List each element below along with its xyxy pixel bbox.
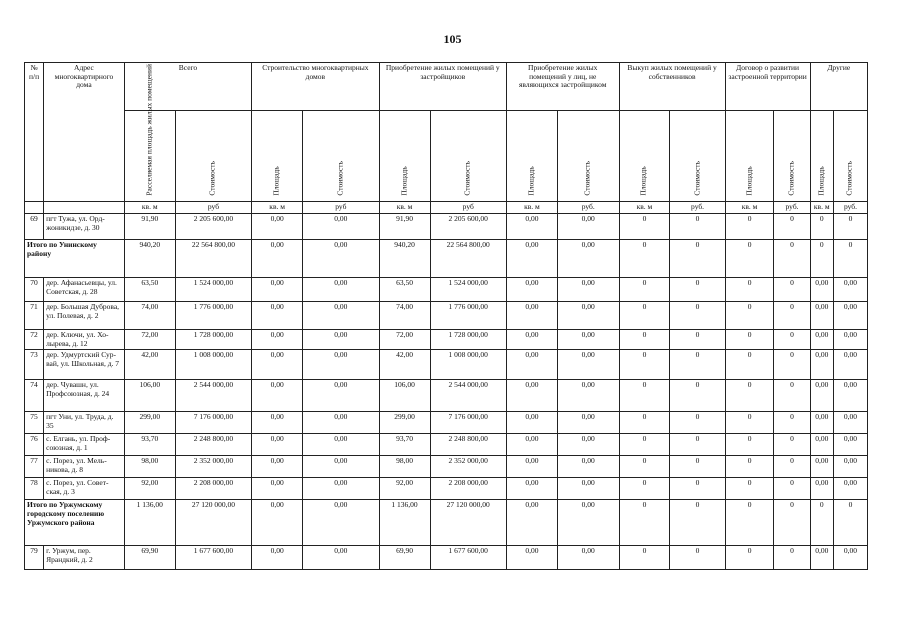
value-cell: 0,00 [506,380,557,412]
value-cell: 0,00 [810,302,833,330]
value-cell: 0 [774,434,810,456]
unit-cell: кв. м [810,202,833,214]
value-cell: 0 [774,478,810,500]
value-cell: 0 [670,350,725,380]
subheader: Площадь [816,166,826,196]
value-cell: 0 [670,456,725,478]
value-cell: 1 008 000,00 [430,350,506,380]
value-cell: 0,00 [252,278,303,302]
value-cell: 0,00 [303,412,379,434]
value-cell: 0,00 [252,330,303,350]
value-cell: 0 [670,434,725,456]
value-cell: 0,00 [833,302,867,330]
value-cell: 0 [619,278,670,302]
value-cell: 0 [774,456,810,478]
value-cell: 0,00 [252,380,303,412]
value-cell: 0 [670,478,725,500]
value-cell: 0 [725,330,774,350]
value-cell: 0 [619,546,670,570]
address-cell: с. Порез, ул. Мель-никова, д. 8 [44,456,125,478]
value-cell: 69,90 [124,546,175,570]
header-group-development-contract: Договор о развитии застроенной территории [725,63,810,111]
value-cell: 0,00 [252,500,303,546]
value-cell: 0 [670,240,725,278]
value-cell: 0,00 [810,330,833,350]
value-cell: 22 564 800,00 [430,240,506,278]
value-cell: 0,00 [810,380,833,412]
value-cell: 7 176 000,00 [175,412,251,434]
units-row [25,202,868,214]
value-cell: 0 [670,330,725,350]
value-cell: 2 248 800,00 [430,434,506,456]
row-number: 71 [25,302,44,330]
value-cell: 0,00 [506,412,557,434]
value-cell: 0,00 [557,214,619,240]
subheader: Стоимость [845,161,855,196]
value-cell: 0 [774,240,810,278]
value-cell: 0,00 [303,240,379,278]
value-cell: 0 [670,546,725,570]
value-cell: 0 [774,380,810,412]
value-cell: 0,00 [303,350,379,380]
value-cell: 27 120 000,00 [175,500,251,546]
value-cell: 0 [619,380,670,412]
value-cell: 98,00 [124,456,175,478]
address-cell: дер. Чувашн, ул. Профсоюзная, д. 24 [44,380,125,412]
value-cell: 63,50 [379,278,430,302]
value-cell: 0 [725,500,774,546]
row-number: 76 [25,434,44,456]
unit-cell: кв. м [725,202,774,214]
address-cell: с. Порез, ул. Совет-ская, д. 3 [44,478,125,500]
subheader: Стоимость [582,161,592,196]
table-row [25,434,868,456]
value-cell: 0,00 [810,478,833,500]
total-label: Итого по Унинскому району [25,240,125,278]
value-cell: 2 208 000,00 [430,478,506,500]
table-row [25,350,868,380]
value-cell: 2 352 000,00 [430,456,506,478]
value-cell: 0,00 [557,278,619,302]
value-cell: 0,00 [557,478,619,500]
value-cell: 0 [810,240,833,278]
value-cell: 0,00 [303,456,379,478]
value-cell: 0,00 [252,434,303,456]
table-row [25,546,868,570]
value-cell: 0 [619,500,670,546]
unit-cell: кв. м [619,202,670,214]
value-cell: 0,00 [833,380,867,412]
value-cell: 0,00 [252,214,303,240]
value-cell: 0,00 [506,350,557,380]
value-cell: 0,00 [252,412,303,434]
value-cell: 0 [810,500,833,546]
value-cell: 0 [670,302,725,330]
value-cell: 1 677 600,00 [430,546,506,570]
value-cell: 2 544 000,00 [430,380,506,412]
value-cell: 0,00 [833,478,867,500]
unit-cell: руб. [833,202,867,214]
value-cell: 1 728 000,00 [175,330,251,350]
value-cell: 0 [833,240,867,278]
value-cell: 0 [725,456,774,478]
value-cell: 0,00 [810,412,833,434]
value-cell: 0,00 [557,350,619,380]
value-cell: 0,00 [303,214,379,240]
value-cell: 1 524 000,00 [430,278,506,302]
value-cell: 2 352 000,00 [175,456,251,478]
subheader: Расселяемая площадь жилых помещений [144,64,154,196]
value-cell: 27 120 000,00 [430,500,506,546]
value-cell: 0,00 [833,456,867,478]
value-cell: 0 [619,302,670,330]
value-cell: 1 728 000,00 [430,330,506,350]
value-cell: 0,00 [557,412,619,434]
value-cell: 0,00 [506,302,557,330]
subheader: Стоимость [462,161,472,196]
value-cell: 0,00 [303,434,379,456]
value-cell: 2 248 800,00 [175,434,251,456]
unit-cell: руб. [774,202,810,214]
value-cell: 2 208 000,00 [175,478,251,500]
row-number: 72 [25,330,44,350]
value-cell: 0,00 [833,412,867,434]
value-cell: 0 [774,350,810,380]
subheader: Стоимость [692,161,702,196]
subheader: Площадь [526,166,536,196]
value-cell: 0 [833,500,867,546]
value-cell: 0 [725,240,774,278]
value-cell: 0,00 [506,500,557,546]
value-cell: 0,00 [303,302,379,330]
subheader: Площадь [271,166,281,196]
value-cell: 0,00 [810,350,833,380]
address-cell: дер. Ключи, ул. Хо-лырева, д. 12 [44,330,125,350]
value-cell: 0,00 [833,278,867,302]
value-cell: 74,00 [124,302,175,330]
value-cell: 0 [725,380,774,412]
value-cell: 42,00 [379,350,430,380]
value-cell: 1 776 000,00 [175,302,251,330]
value-cell: 7 176 000,00 [430,412,506,434]
table-total-row [25,500,868,546]
value-cell: 0 [774,214,810,240]
address-cell: пгт Тужа, ул. Орд-жоникидзе, д. 30 [44,214,125,240]
header-group-nondeveloper-purchase: Приобретение жилых помещений у лиц, не являющихся застройщиком [506,63,619,111]
table-row [25,456,868,478]
value-cell: 0 [833,214,867,240]
page-number: 105 [443,32,462,46]
table-row [25,478,868,500]
header-group-total: Всего [124,63,251,111]
value-cell: 0 [670,278,725,302]
value-cell: 0 [774,500,810,546]
value-cell: 0 [725,478,774,500]
total-label: Итого по Уржумскому городскому поселению Уржумского района [25,500,125,546]
value-cell: 299,00 [124,412,175,434]
row-number: 69 [25,214,44,240]
row-number: 74 [25,380,44,412]
header-group-buyout: Выкуп жилых помещений у собственников [619,63,725,111]
value-cell: 0,00 [810,434,833,456]
table-row [25,214,868,240]
value-cell: 0 [619,412,670,434]
address-cell: дер. Большая Дуброва, ул. Полевая, д. 2 [44,302,125,330]
value-cell: 0,00 [833,546,867,570]
table-row [25,380,868,412]
value-cell: 22 564 800,00 [175,240,251,278]
value-cell: 0,00 [810,546,833,570]
value-cell: 299,00 [379,412,430,434]
value-cell: 0,00 [303,330,379,350]
table-row [25,330,868,350]
value-cell: 0,00 [506,278,557,302]
value-cell: 69,90 [379,546,430,570]
value-cell: 0,00 [557,330,619,350]
subheader: Стоимость [208,161,218,196]
value-cell: 0 [619,478,670,500]
value-cell: 0,00 [506,434,557,456]
value-cell: 91,90 [124,214,175,240]
row-number: 75 [25,412,44,434]
unit-cell: руб [430,202,506,214]
value-cell: 0,00 [810,456,833,478]
value-cell: 0,00 [252,240,303,278]
value-cell: 0,00 [303,380,379,412]
value-cell: 2 544 000,00 [175,380,251,412]
value-cell: 0 [774,412,810,434]
row-number: 70 [25,278,44,302]
header-address: Адрес многоквартирного дома [44,63,125,202]
value-cell: 0 [725,434,774,456]
value-cell: 1 008 000,00 [175,350,251,380]
value-cell: 0,00 [303,546,379,570]
value-cell: 106,00 [379,380,430,412]
value-cell: 74,00 [379,302,430,330]
value-cell: 0 [670,500,725,546]
value-cell: 0,00 [506,330,557,350]
value-cell: 0,00 [557,302,619,330]
value-cell: 0,00 [557,434,619,456]
value-cell: 1 136,00 [124,500,175,546]
value-cell: 63,50 [124,278,175,302]
table-row [25,302,868,330]
subheader: Стоимость [335,161,345,196]
value-cell: 0,00 [506,478,557,500]
row-number: 78 [25,478,44,500]
value-cell: 0,00 [252,478,303,500]
unit-cell: руб [175,202,251,214]
value-cell: 93,70 [124,434,175,456]
value-cell: 92,00 [379,478,430,500]
value-cell: 92,00 [124,478,175,500]
value-cell: 0 [670,214,725,240]
unit-cell: кв. м [379,202,430,214]
value-cell: 0 [619,214,670,240]
value-cell: 940,20 [379,240,430,278]
value-cell: 72,00 [379,330,430,350]
value-cell: 0,00 [252,302,303,330]
unit-cell: кв. м [252,202,303,214]
value-cell: 0,00 [557,240,619,278]
table-row [25,412,868,434]
value-cell: 72,00 [124,330,175,350]
value-cell: 0 [670,380,725,412]
value-cell: 1 677 600,00 [175,546,251,570]
value-cell: 106,00 [124,380,175,412]
value-cell: 0,00 [506,214,557,240]
value-cell: 0,00 [557,546,619,570]
value-cell: 0 [725,302,774,330]
value-cell: 0 [619,434,670,456]
value-cell: 0 [725,350,774,380]
value-cell: 0 [725,278,774,302]
value-cell: 1 776 000,00 [430,302,506,330]
row-number: 77 [25,456,44,478]
unit-cell: руб. [557,202,619,214]
value-cell: 0 [725,214,774,240]
value-cell: 0 [619,330,670,350]
address-cell: с. Елгань, ул. Проф-союзная, д. 1 [44,434,125,456]
value-cell: 0,00 [833,434,867,456]
table-total-row [25,240,868,278]
value-cell: 0 [810,214,833,240]
value-cell: 0 [670,412,725,434]
value-cell: 0,00 [303,500,379,546]
unit-cell: руб. [670,202,725,214]
table-row [25,278,868,302]
header-group-construction: Строительство многоквартирных домов [252,63,379,111]
unit-cell: руб [303,202,379,214]
value-cell: 0 [619,240,670,278]
subheader: Площадь [639,166,649,196]
value-cell: 0,00 [810,278,833,302]
value-cell: 0,00 [557,380,619,412]
value-cell: 0,00 [506,546,557,570]
value-cell: 0,00 [557,500,619,546]
subheader: Стоимость [786,161,796,196]
address-cell: г. Уржум, пер. Ярандкий, д. 2 [44,546,125,570]
value-cell: 0,00 [252,350,303,380]
row-number: 73 [25,350,44,380]
value-cell: 0 [774,278,810,302]
address-cell: дер. Афанасьевцы, ул. Советская, д. 28 [44,278,125,302]
address-cell: пгт Уни, ул. Труда, д. 35 [44,412,125,434]
value-cell: 42,00 [124,350,175,380]
value-cell: 0,00 [303,278,379,302]
header-group-other: Другие [810,63,867,111]
value-cell: 2 205 600,00 [175,214,251,240]
value-cell: 0,00 [506,240,557,278]
value-cell: 0,00 [833,330,867,350]
unit-cell: кв. м [124,202,175,214]
value-cell: 0 [774,546,810,570]
address-cell: дер. Удмуртский Сур-вай, ул. Школьная, д. 7 [44,350,125,380]
header-num: № п/п [25,63,44,202]
value-cell: 0 [774,302,810,330]
value-cell: 0 [725,412,774,434]
value-cell: 98,00 [379,456,430,478]
value-cell: 0,00 [506,456,557,478]
table-body [25,214,868,570]
value-cell: 91,90 [379,214,430,240]
value-cell: 1 524 000,00 [175,278,251,302]
value-cell: 0 [774,330,810,350]
value-cell: 1 136,00 [379,500,430,546]
value-cell: 2 205 600,00 [430,214,506,240]
value-cell: 0 [619,456,670,478]
header-group-developer-purchase: Приобретение жилых помещений у застройщиков [379,63,506,111]
value-cell: 0 [619,350,670,380]
unit-cell: кв. м [506,202,557,214]
value-cell: 0,00 [252,456,303,478]
value-cell: 0 [725,546,774,570]
resettlement-table [24,62,868,570]
value-cell: 0,00 [252,546,303,570]
row-number: 79 [25,546,44,570]
value-cell: 0,00 [557,456,619,478]
value-cell: 0,00 [833,350,867,380]
value-cell: 0,00 [303,478,379,500]
value-cell: 940,20 [124,240,175,278]
value-cell: 93,70 [379,434,430,456]
subheader: Площадь [744,166,754,196]
subheader: Площадь [399,166,409,196]
